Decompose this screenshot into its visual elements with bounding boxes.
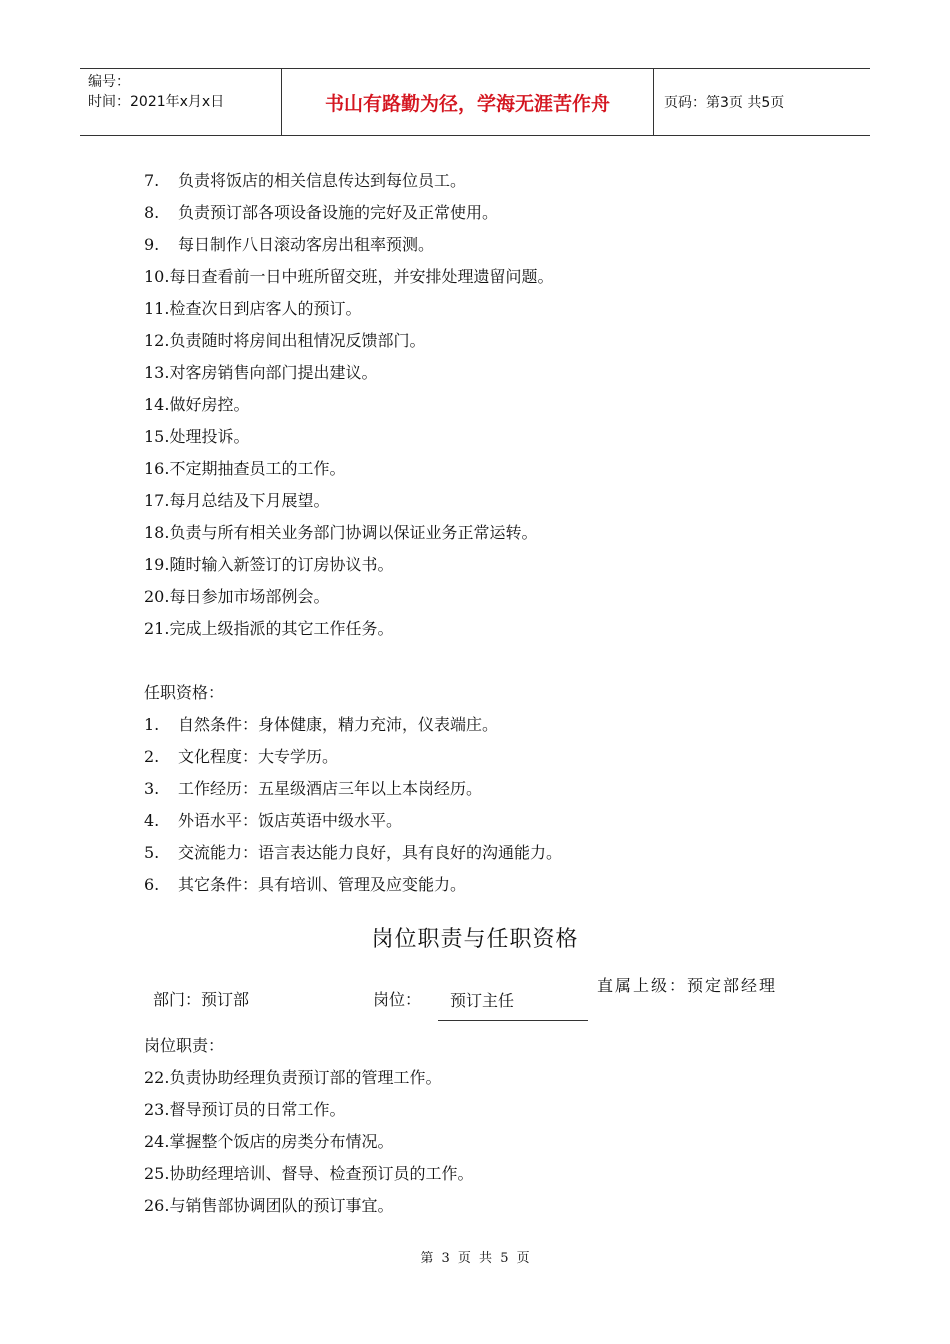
list-item: 15.处理投诉。 [144,427,250,446]
department-label: 部门：预订部 [153,990,250,1009]
document-body-list [144,165,562,901]
position-info-row [0,975,950,1035]
supervisor-label: 直属上级：预定部经理 [597,976,778,995]
section2-duties-list [144,1030,473,1222]
list-item: 24.掌握整个饭店的房类分布情况。 [144,1132,394,1151]
list-item: 23.督导预订员的日常工作。 [144,1100,346,1119]
post-label: 岗位： [373,990,422,1009]
list-item: 26.与销售部协调团队的预订事宜。 [144,1196,394,1215]
list-item: 20.每日参加市场部例会。 [144,587,330,606]
list-item: 13.对客房销售向部门提出建议。 [144,363,378,382]
qualifications-heading: 任职资格： [144,683,225,702]
list-item: 6. 其它条件：具有培训、管理及应变能力。 [144,875,467,894]
list-item: 25.协助经理培训、督导、检查预订员的工作。 [144,1164,474,1183]
section-title: 岗位职责与任职资格 [371,927,579,952]
list-item: 5. 交流能力：语言表达能力良好，具有良好的沟通能力。 [144,843,563,862]
list-item: 3. 工作经历：五星级酒店三年以上本岗经历。 [144,779,483,798]
header-page-info: 页码：第3页 共5页 [664,95,785,111]
list-item: 16.不定期抽查员工的工作。 [144,459,346,478]
list-item: 8. 负责预订部各项设备设施的完好及正常使用。 [144,203,499,222]
list-item: 7. 负责将饭店的相关信息传达到每位员工。 [144,171,467,190]
list-item: 9. 每日制作八日滚动客房出租率预测。 [144,235,435,254]
page-footer: 第 3 页 共 5 页 [420,1251,530,1266]
list-item: 18.负责与所有相关业务部门协调以保证业务正常运转。 [144,523,538,542]
list-item: 12.负责随时将房间出租情况反馈部门。 [144,331,426,350]
list-item: 10.每日查看前一日中班所留交班，并安排处理遗留问题。 [144,267,554,286]
document-header [80,68,870,136]
list-item: 1. 自然条件：身体健康，精力充沛，仪表端庄。 [144,715,499,734]
code-label: 编号： [88,74,130,90]
list-item: 4. 外语水平：饭店英语中级水平。 [144,811,403,830]
list-item: 21.完成上级指派的其它工作任务。 [144,619,394,638]
header-motto: 书山有路勤为径，学海无涯苦作舟 [282,69,654,135]
list-item: 19.随时输入新签订的订房协议书。 [144,555,394,574]
list-item: 17.每月总结及下月展望。 [144,491,330,510]
list-item: 22.负责协助经理负责预订部的管理工作。 [144,1068,442,1087]
list-item: 2. 文化程度：大专学历。 [144,747,339,766]
header-meta [80,69,282,135]
spacer [144,645,562,677]
list-item: 11.检查次日到店客人的预订。 [144,299,362,318]
post-value-field: 预订主任 [438,983,588,1021]
date-label: 时间：2021年x月x日 [88,94,225,110]
list-item: 14.做好房控。 [144,395,250,414]
duties-heading: 岗位职责： [144,1036,225,1055]
